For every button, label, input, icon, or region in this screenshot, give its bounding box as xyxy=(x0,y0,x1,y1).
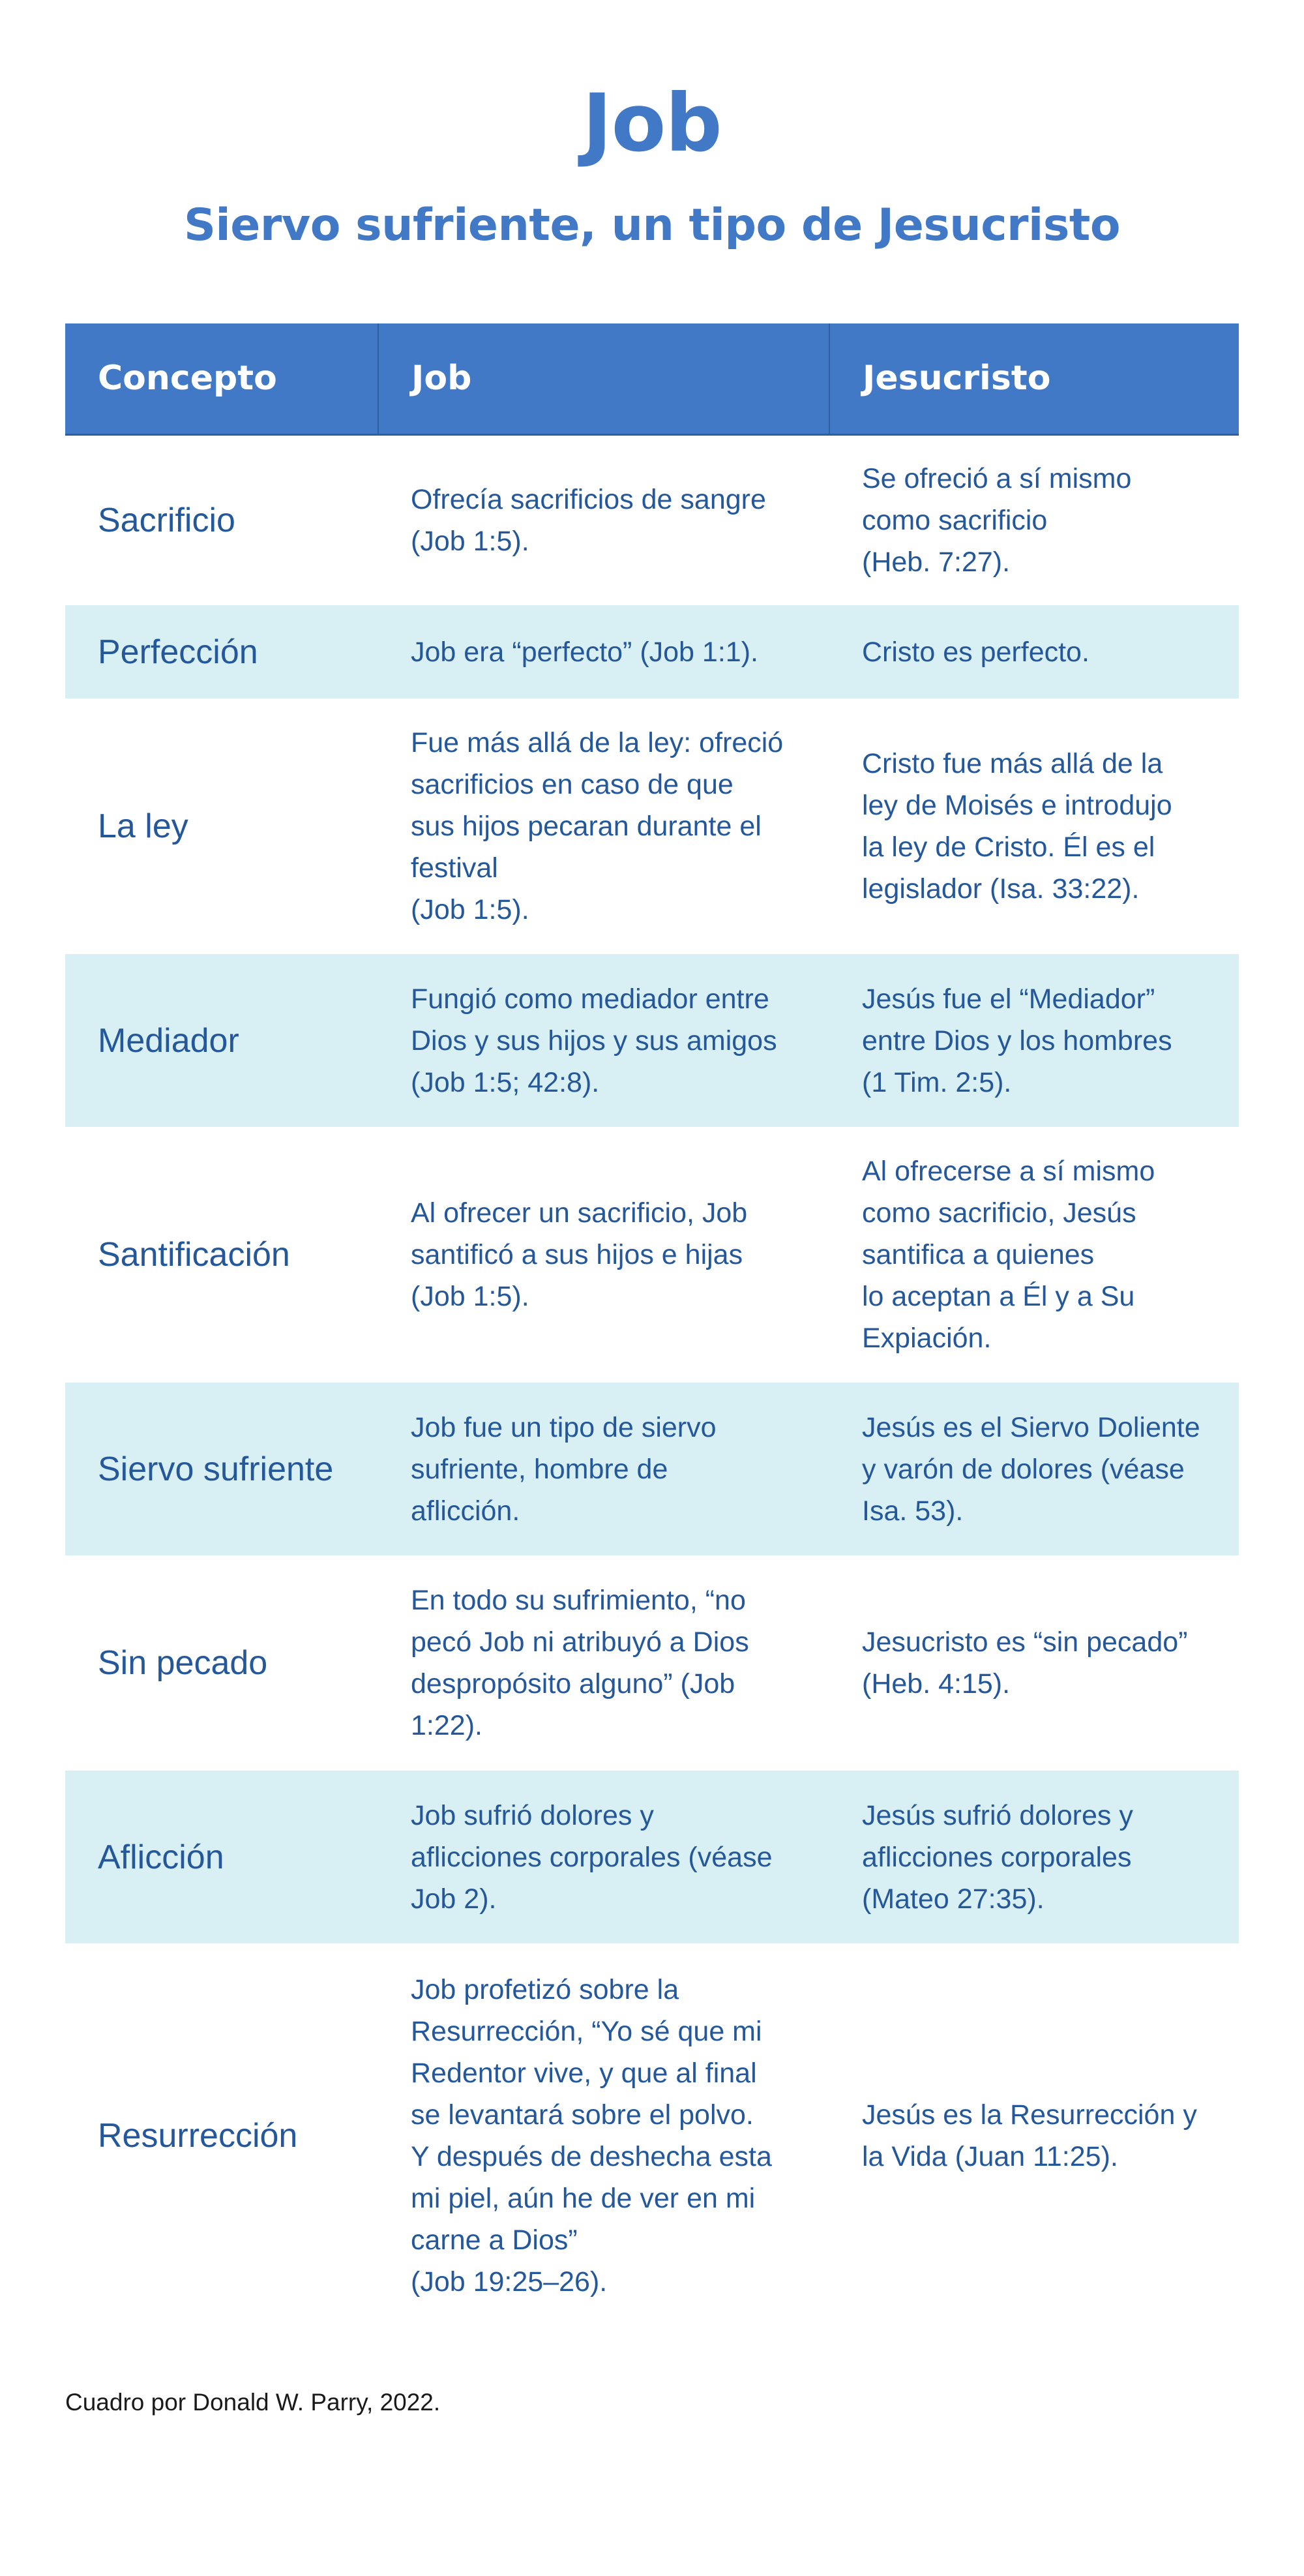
header-concepto: Concepto xyxy=(65,323,378,434)
job-text: Job sufrió dolores y aflicciones corporales (véase Job 2). xyxy=(411,1799,773,1915)
table-row xyxy=(65,1383,1239,1555)
jesus-text: Al ofrecerse a sí mismo como sacrificio, Jesús santifica a quienes lo aceptan a Él y a Su Expiación. xyxy=(862,1156,1155,1354)
concept-cell xyxy=(65,1383,378,1555)
table-row xyxy=(65,1127,1239,1383)
header-job: Job xyxy=(378,323,829,434)
concept-label: Sacrificio xyxy=(98,501,235,539)
job-cell xyxy=(378,698,829,954)
job-text: Fue más allá de la ley: ofreció sacrificios en caso de que sus hijos pecaran durante el festival (Job 1:5). xyxy=(411,727,784,925)
job-text: En todo su sufrimiento, “no pecó Job ni atribuyó a Dios despropósito alguno” (Job 1:22). xyxy=(411,1585,749,1741)
job-text: Job fue un tipo de siervo sufriente, hombre de aflicción. xyxy=(411,1411,717,1527)
table-row xyxy=(65,954,1239,1127)
job-cell xyxy=(378,954,829,1127)
jesus-text: Jesús es la Resurrección y la Vida (Juan 11:25). xyxy=(862,2099,1197,2172)
concept-label: Santificación xyxy=(98,1236,290,1274)
job-cell xyxy=(378,605,829,698)
concept-label: Mediador xyxy=(98,1021,239,1060)
header-row xyxy=(65,323,1239,434)
table-row xyxy=(65,698,1239,954)
job-text: Al ofrecer un sacrificio, Job santificó a sus hijos e hijas (Job 1:5). xyxy=(411,1197,748,1312)
table-header xyxy=(65,323,1239,434)
jesus-cell xyxy=(829,1383,1239,1555)
table-row xyxy=(65,1943,1239,2328)
table-row xyxy=(65,605,1239,698)
concept-label: La ley xyxy=(98,807,188,845)
concept-label: Sin pecado xyxy=(98,1644,268,1682)
table-row xyxy=(65,434,1239,605)
jesus-text: Cristo fue más allá de la ley de Moisés e introdujo la ley de Cristo. Él es el legislador (Isa. 33:22). xyxy=(862,748,1172,905)
concept-cell xyxy=(65,605,378,698)
chart-credit: Cuadro por Donald W. Parry, 2022. xyxy=(65,2389,441,2416)
jesus-text: Se ofreció a sí mismo como sacrificio (Heb. 7:27). xyxy=(862,462,1132,578)
concept-label: Siervo sufriente xyxy=(98,1450,334,1488)
jesus-cell xyxy=(829,605,1239,698)
comparison-table xyxy=(65,323,1239,2328)
jesus-cell xyxy=(829,1127,1239,1383)
jesus-text: Jesús es el Siervo Doliente y varón de dolores (véase Isa. 53). xyxy=(862,1411,1200,1527)
jesus-text: Jesús sufrió dolores y aflicciones corporales (Mateo 27:35). xyxy=(862,1799,1133,1915)
jesus-cell xyxy=(829,1555,1239,1771)
table-row xyxy=(65,1555,1239,1771)
concept-cell xyxy=(65,1771,378,1943)
concept-cell xyxy=(65,954,378,1127)
job-text: Ofrecía sacrificios de sangre (Job 1:5). xyxy=(411,483,766,557)
job-text: Fungió como mediador entre Dios y sus hijos y sus amigos (Job 1:5; 42:8). xyxy=(411,983,777,1098)
job-cell xyxy=(378,1127,829,1383)
page-subtitle: Siervo sufriente, un tipo de Jesucristo xyxy=(183,200,1121,251)
table-body xyxy=(65,434,1239,2328)
concept-label: Resurrección xyxy=(98,2117,298,2155)
jesus-text: Cristo es perfecto. xyxy=(862,636,1089,668)
concept-cell xyxy=(65,1943,378,2328)
job-cell xyxy=(378,1383,829,1555)
job-cell xyxy=(378,1771,829,1943)
job-cell xyxy=(378,1555,829,1771)
concept-label: Aflicción xyxy=(98,1838,224,1876)
job-text: Job profetizó sobre la Resurrección, “Yo sé que mi Redentor vive, y que al final se levantará sobre el polvo. Y después de deshecha esta mi piel, aún he de ver en mi carne a Dios” (Job 19:25–26). xyxy=(411,1974,772,2298)
header-jesucristo: Jesucristo xyxy=(829,323,1239,434)
table-row xyxy=(65,1771,1239,1943)
job-cell xyxy=(378,434,829,605)
job-cell xyxy=(378,1943,829,2328)
jesus-text: Jesucristo es “sin pecado” (Heb. 4:15). xyxy=(862,1626,1188,1700)
jesus-cell xyxy=(829,698,1239,954)
concept-cell xyxy=(65,1555,378,1771)
jesus-cell xyxy=(829,1943,1239,2328)
concept-cell xyxy=(65,434,378,605)
jesus-cell xyxy=(829,434,1239,605)
jesus-text: Jesús fue el “Mediador” entre Dios y los hombres (1 Tim. 2:5). xyxy=(862,983,1172,1098)
concept-cell xyxy=(65,698,378,954)
concept-label: Perfección xyxy=(98,633,258,671)
jesus-cell xyxy=(829,954,1239,1127)
job-text: Job era “perfecto” (Job 1:1). xyxy=(411,636,758,668)
page-title: Job xyxy=(582,77,722,170)
concept-cell xyxy=(65,1127,378,1383)
jesus-cell xyxy=(829,1771,1239,1943)
